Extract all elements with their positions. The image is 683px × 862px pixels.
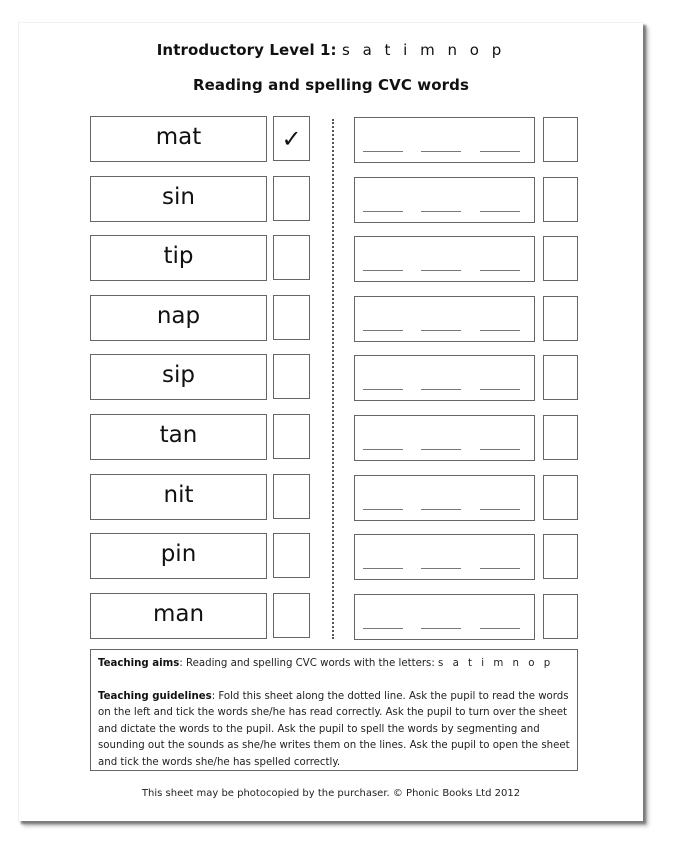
guidelines-label: Teaching guidelines xyxy=(98,690,212,702)
letter-blank xyxy=(363,151,403,152)
word-box: pin xyxy=(90,533,267,579)
worksheet-row xyxy=(19,116,643,162)
letter-blank xyxy=(480,568,520,569)
letter-blank xyxy=(421,449,461,450)
read-tick-box[interactable] xyxy=(273,593,310,638)
aims-letters: s a t i m n o p xyxy=(438,658,554,669)
word-box: nit xyxy=(90,474,267,520)
spelled-tick-box[interactable] xyxy=(543,117,578,162)
read-tick-box[interactable] xyxy=(273,295,310,340)
spelling-box[interactable] xyxy=(354,534,535,580)
read-tick-box[interactable] xyxy=(273,474,310,519)
letter-blank xyxy=(363,449,403,450)
read-tick-box[interactable] xyxy=(273,354,310,399)
spelled-tick-box[interactable] xyxy=(543,236,578,281)
worksheet-row xyxy=(19,593,643,639)
letter-blank xyxy=(480,151,520,152)
read-tick-box[interactable] xyxy=(273,533,310,578)
spelled-tick-box[interactable] xyxy=(543,177,578,222)
teaching-notes-box xyxy=(90,649,578,771)
spelled-tick-box[interactable] xyxy=(543,534,578,579)
letter-blank xyxy=(480,330,520,331)
letter-blank xyxy=(421,211,461,212)
spelling-box[interactable] xyxy=(354,236,535,282)
aims-text: : Reading and spelling CVC words with the letters: xyxy=(179,658,439,669)
letter-blank xyxy=(421,628,461,629)
word-box: man xyxy=(90,593,267,639)
letter-blank xyxy=(363,389,403,390)
letter-blank xyxy=(363,509,403,510)
word-box: tip xyxy=(90,235,267,281)
title-letters: s a t i m n o p xyxy=(341,41,506,59)
letter-blank xyxy=(480,449,520,450)
spelling-box[interactable] xyxy=(354,415,535,461)
spelling-box[interactable] xyxy=(354,475,535,521)
worksheet-row xyxy=(19,474,643,520)
word-box: sip xyxy=(90,354,267,400)
letter-blank xyxy=(421,270,461,271)
read-tick-box[interactable] xyxy=(273,235,310,280)
page-subtitle: Reading and spelling CVC words xyxy=(192,76,470,94)
word-box: sin xyxy=(90,176,267,222)
spelled-tick-box[interactable] xyxy=(543,415,578,460)
letter-blank xyxy=(480,509,520,510)
spelled-tick-box[interactable] xyxy=(543,475,578,520)
worksheet-row xyxy=(19,354,643,400)
letter-blank xyxy=(363,270,403,271)
letter-blank xyxy=(421,568,461,569)
read-tick-box[interactable] xyxy=(273,176,310,221)
aims-label: Teaching aims xyxy=(98,658,180,669)
spelled-tick-box[interactable] xyxy=(543,296,578,341)
fold-dotted-line xyxy=(332,119,334,639)
spelling-box[interactable] xyxy=(354,117,535,163)
letter-blank xyxy=(363,330,403,331)
word-box: tan xyxy=(90,414,267,460)
letter-blank xyxy=(421,509,461,510)
worksheet-row xyxy=(19,176,643,222)
read-tick-box[interactable] xyxy=(273,414,310,459)
spelled-tick-box[interactable] xyxy=(543,594,578,639)
teaching-guidelines xyxy=(98,689,570,772)
spelling-box[interactable] xyxy=(354,594,535,640)
read-tick-box[interactable]: ✓ xyxy=(273,116,310,161)
letter-blank xyxy=(480,211,520,212)
worksheet-page xyxy=(18,22,643,821)
letter-blank xyxy=(363,211,403,212)
page-title xyxy=(19,41,643,59)
letter-blank xyxy=(421,330,461,331)
guidelines-text: : Fold this sheet along the dotted line. Ask the pupil to read the words on the left and tick the words she/he has read correctly. Ask the pupil to turn over the sheet and dictate the words to the pupil. Ask the pupil to spell the words by segmenting and sounding out the sounds as she/he writes them on the lines. Ask the pupil to open the sheet and tick the words she/he has spelled correctly. xyxy=(98,690,570,768)
spelling-box[interactable] xyxy=(354,355,535,401)
letter-blank xyxy=(363,568,403,569)
letter-blank xyxy=(421,389,461,390)
spelling-box[interactable] xyxy=(354,177,535,223)
copyright-footer: This sheet may be photocopied by the purchaser. © Phonic Books Ltd 2012 xyxy=(141,788,521,799)
teaching-aims xyxy=(98,656,570,673)
worksheet-row xyxy=(19,295,643,341)
letter-blank xyxy=(480,389,520,390)
worksheet-row xyxy=(19,235,643,281)
word-box: mat xyxy=(90,116,267,162)
word-box: nap xyxy=(90,295,267,341)
worksheet-row xyxy=(19,414,643,460)
letter-blank xyxy=(480,270,520,271)
spelling-box[interactable] xyxy=(354,296,535,342)
letter-blank xyxy=(421,151,461,152)
worksheet-row xyxy=(19,533,643,579)
spelled-tick-box[interactable] xyxy=(543,355,578,400)
letter-blank xyxy=(480,628,520,629)
title-prefix: Introductory Level 1: xyxy=(156,41,337,59)
letter-blank xyxy=(363,628,403,629)
